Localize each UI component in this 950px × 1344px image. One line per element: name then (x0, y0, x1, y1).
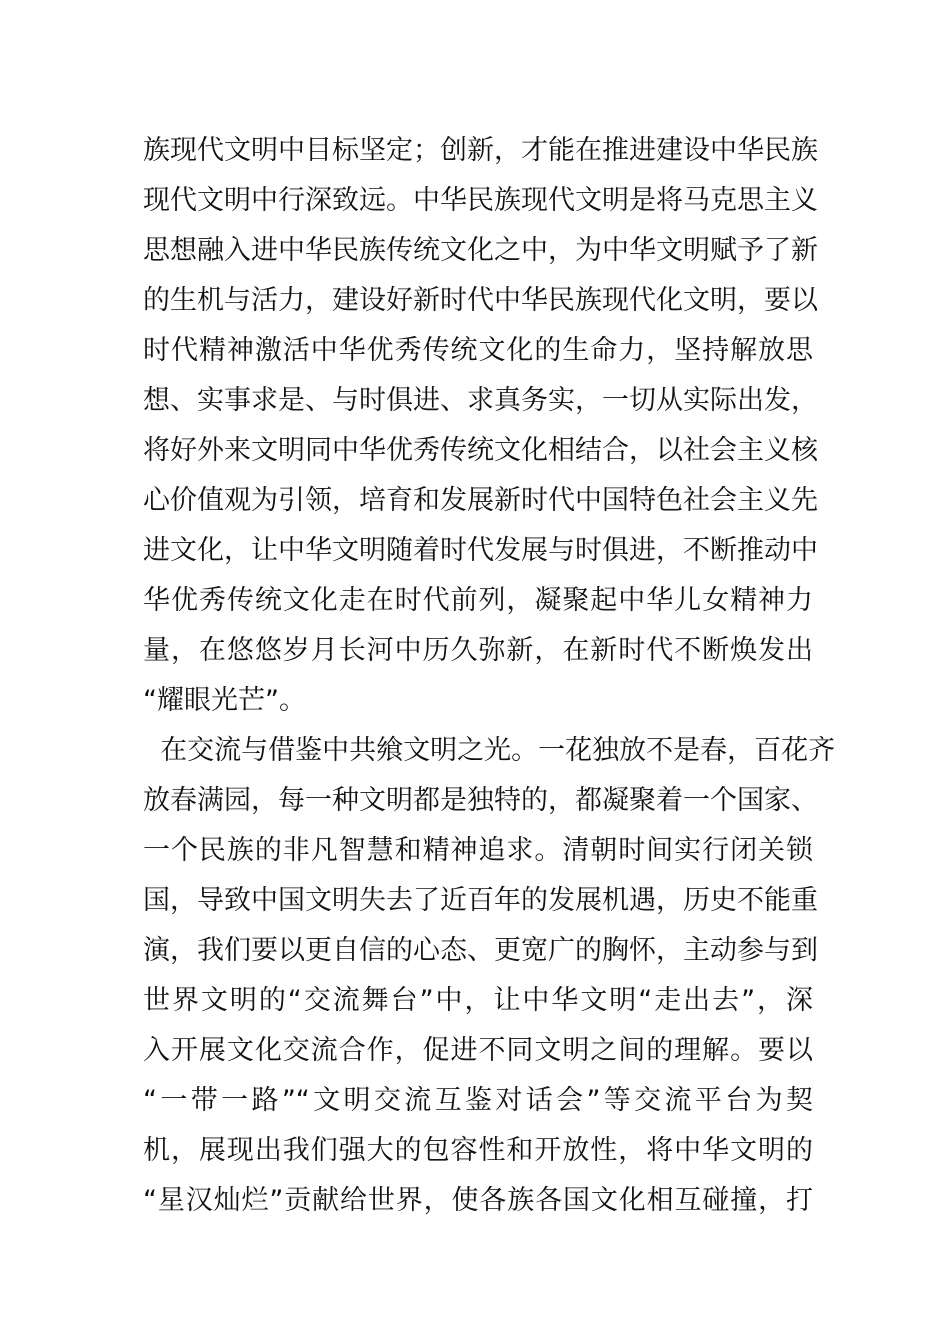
text-line: “耀眼光芒”。 (143, 685, 306, 716)
text-line: 心价值观为引领，培育和发展新时代中国特色社会主义先 (143, 485, 818, 516)
paragraph-2 (143, 726, 836, 1226)
text-line: 入开展文化交流合作，促进不同文明之间的理解。要以 (143, 1035, 813, 1066)
text-line: “星汉灿烂”贡献给世界，使各族各国文化相互碰撞，打 (143, 1185, 813, 1216)
text-line: 族现代文明中目标坚定；创新，才能在推进建设中华民族 (143, 135, 818, 166)
text-line: 华优秀传统文化走在时代前列，凝聚起中华儿女精神力 (143, 585, 813, 616)
text-line: 演，我们要以更自信的心态、更宽广的胸怀，主动参与到 (143, 935, 818, 966)
text-line: 机，展现出我们强大的包容性和开放性，将中华文明的 (143, 1135, 813, 1166)
document-body (143, 126, 836, 1226)
text-line: 放春满园，每一种文明都是独特的，都凝聚着一个国家、 (143, 785, 818, 816)
text-line: 时代精神激活中华优秀传统文化的生命力，坚持解放思 (143, 335, 813, 366)
text-line: 量，在悠悠岁月长河中历久弥新，在新时代不断焕发出 (143, 635, 813, 666)
text-line: 现代文明中行深致远。中华民族现代文明是将马克思主义 (143, 185, 818, 216)
text-line: 国，导致中国文明失去了近百年的发展机遇，历史不能重 (143, 885, 818, 916)
text-line: 的生机与活力，建设好新时代中华民族现代化文明，要以 (143, 285, 818, 316)
text-line: 进文化，让中华文明随着时代发展与时俱进，不断推动中 (143, 535, 818, 566)
text-line: 想、实事求是、与时俱进、求真务实，一切从实际出发， (143, 385, 818, 416)
text-line: 在交流与借鉴中共飨文明之光。一花独放不是春，百花齐 (143, 735, 836, 766)
text-line: “一带一路”“文明交流互鉴对话会”等交流平台为契 (143, 1085, 813, 1116)
text-line: 世界文明的“交流舞台”中，让中华文明“走出去”，深 (143, 985, 813, 1016)
paragraph-1 (143, 126, 818, 726)
text-line: 将好外来文明同中华优秀传统文化相结合，以社会主义核 (143, 435, 818, 466)
text-line: 思想融入进中华民族传统文化之中，为中华文明赋予了新 (143, 235, 818, 266)
text-line: 一个民族的非凡智慧和精神追求。清朝时间实行闭关锁 (143, 835, 813, 866)
